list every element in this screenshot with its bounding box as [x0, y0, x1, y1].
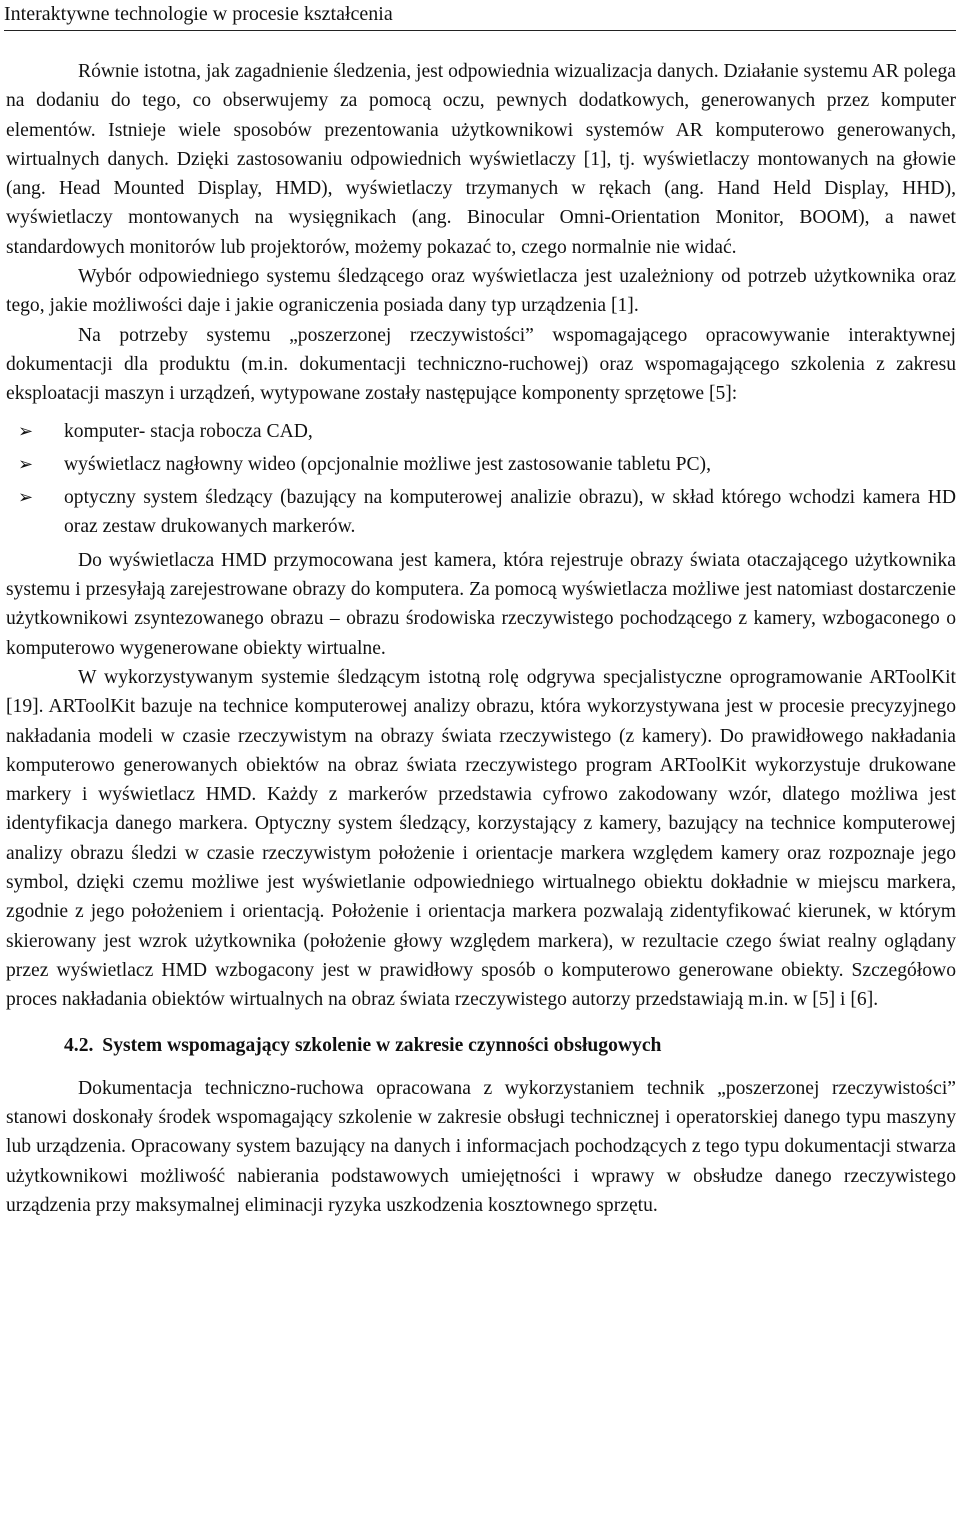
- list-item: [6, 417, 956, 446]
- list-item-text: komputer- stacja robocza CAD,: [64, 420, 313, 442]
- hardware-components-list: [6, 417, 956, 542]
- page-content: [6, 57, 956, 1220]
- arrow-bullet-icon: ➢: [18, 420, 34, 442]
- paragraph-training-system: Dokumentacja techniczno-ruchowa opracowana z wykorzystaniem technik „poszerzonej rzeczywistości” stanowi doskonały środek wspomagający szkolenie w zakresie obsługi technicznej i operatorskiej danego typu maszyny lub urządzenia. Opracowany system bazujący na danych i informacjach pochodzących z tego typu dokumentacji stwarza użytkownikowi możliwość nabierania podstawowych umiejętności i wprawy w obsłudze danego rzeczywistego urządzenia przy maksymalnej eliminacji ryzyka uszkodzenia kosztownego sprzętu.: [6, 1077, 956, 1216]
- paragraph-hardware-intro: Na potrzeby systemu „poszerzonej rzeczywistości” wspomagającego opracowywanie interaktywnej dokumentacji dla produktu (m.in. dokumentacji techniczno-ruchowej) oraz wspomagającego szkolenia z zakresu eksploatacji maszyn i urządzeń, wytypowane zostały następujące komponenty sprzętowe [5]:: [6, 324, 956, 405]
- paragraph-artoolkit: W wykorzystywanym systemie śledzącym istotną rolę odgrywa specjalistyczne oprogramowanie ARToolKit [19]. ARToolKit bazuje na technice komputerowej analizy obrazu, która wykorzystywana jest w procesie precyzyjnego nakładania modeli w czasie rzeczywistym na obrazy świata rzeczywistego (z kamery). Do prawidłowego nakładania komputerowo generowanych obiektów na obraz świata rzeczywistego program ARToolKit wykorzystuje drukowane markery i wyświetlacz HMD. Każdy z markerów przedstawia cyfrowo zakodowany wzór, dlatego możliwa jest identyfikacja danego markera. Optyczny system śledzący, korzystający z kamery, bazujący na technice komputerowej analizy obrazu śledzi w czasie rzeczywistym położenie i orientacje markera względem kamery oraz rozpoznaje jego symbol, dzięki czemu możliwe jest wyświetlanie odpowiedniego wirtualnego obiektu dokładnie w miejscu markera, zgodnie z jego położeniem i orientacją. Położenie i orientacja markera pozwalają zidentyfikować kierunek, w którym skierowany jest wzrok użytkownika (położenie głowy względem markera), w rezultacie czego świat realny oglądany przez wyświetlacz HMD wzbogacony jest w prawidłowy sposób o komputerowo generowane obiekty. Szczegółowo proces nakładania obiektów wirtualnych na obraz świata rzeczywistego autorzy przedstawiają m.in. w [5] i [6].: [6, 666, 956, 1011]
- section-heading: [6, 1031, 956, 1060]
- list-item: [6, 450, 956, 479]
- arrow-bullet-icon: ➢: [18, 453, 34, 475]
- paragraph-visualization: Równie istotna, jak zagadnienie śledzenia, jest odpowiednia wizualizacja danych. Działanie systemu AR polega na dodaniu do tego, co obserwujemy za pomocą oczu, pewnych dodatkowych, generowanych przez komputer elementów. Istnieje wiele sposobów prezentowania użytkownikowi systemów AR komputerowo generowanych, wirtualnych danych. Dzięki zastosowaniu odpowiednich wyświetlaczy [1], tj. wyświetlaczy montowanych na głowie (ang. Head Mounted Display, HMD), wyświetlaczy trzymanych w rękach (ang. Hand Held Display, HHD), wyświetlaczy montowanych na wysięgnikach (ang. Binocular Omni-Orientation Monitor, BOOM), a nawet standardowych monitorów lub projektorów, możemy pokazać to, czego normalnie nie widać.: [6, 61, 956, 258]
- arrow-bullet-icon: ➢: [18, 487, 34, 509]
- running-header: Interaktywne technologie w procesie kształcenia: [4, 0, 956, 31]
- list-item: [6, 483, 956, 542]
- paragraph-hmd-camera: Do wyświetlacza HMD przymocowana jest kamera, która rejestruje obrazy świata otaczającego użytkownika systemu i przesyłają zarejestrowane obrazy do komputera. Za pomocą wyświetlacza możliwe jest natomiast dostarczenie użytkownikowi zsyntezowanego obrazu – obrazu środowiska rzeczywistego pochodzącego z kamery, wzbogaconego o komputerowo wygenerowane obiekty wirtualne.: [6, 549, 956, 659]
- section-number: 4.2.: [64, 1034, 94, 1056]
- section-title: System wspomagający szkolenie w zakresie czynności obsługowych: [102, 1034, 662, 1056]
- list-item-text: optyczny system śledzący (bazujący na komputerowej analizie obrazu), w skład którego wchodzi kamera HD oraz zestaw drukowanych markerów.: [64, 487, 956, 538]
- list-item-text: wyświetlacz nagłowny wideo (opcjonalnie możliwe jest zastosowanie tabletu PC),: [64, 453, 711, 475]
- paragraph-tracking-choice: Wybór odpowiedniego systemu śledzącego oraz wyświetlacza jest uzależniony od potrzeb użytkownika oraz tego, jakie możliwości daje i jakie ograniczenia posiada dany typ urządzenia [1].: [6, 266, 956, 317]
